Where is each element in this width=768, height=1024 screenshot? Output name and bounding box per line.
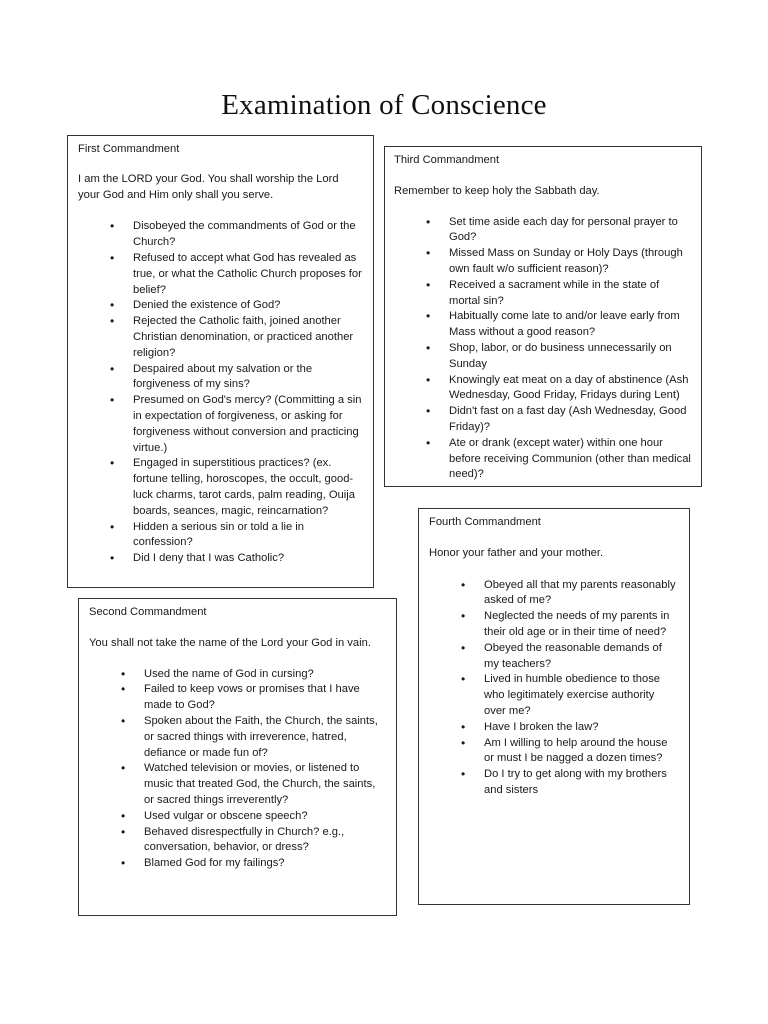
question-item: • Behaved disrespectfully in Church? e.g., conversation, behavior, or dress? — [89, 825, 386, 857]
question-list — [429, 578, 679, 799]
question-list — [78, 219, 363, 567]
question-list — [394, 215, 692, 484]
commandment-text: Remember to keep holy the Sabbath day. — [394, 184, 600, 197]
section-heading: Third Commandment — [394, 154, 500, 166]
question-item: • Obeyed all that my parents reasonably asked of me? — [429, 578, 679, 610]
third-commandment-box — [384, 146, 702, 487]
question-item: • Disobeyed the commandments of God or the Church? — [78, 219, 363, 251]
second-commandment-box — [78, 598, 397, 916]
question-item: • Obeyed the reasonable demands of my teachers? — [429, 641, 679, 673]
question-item: • Did I deny that I was Catholic? — [78, 551, 363, 567]
section-heading: Fourth Commandment — [429, 516, 541, 528]
question-item: • Didn't fast on a fast day (Ash Wednesday, Good Friday)? — [394, 404, 692, 436]
question-item: • Have I broken the law? — [429, 720, 679, 736]
question-item: • Neglected the needs of my parents in their old age or in their time of need? — [429, 609, 679, 641]
question-item: • Am I willing to help around the house or must I be nagged a dozen times? — [429, 736, 679, 768]
question-item: • Hidden a serious sin or told a lie in confession? — [78, 520, 363, 552]
first-commandment-box — [67, 135, 374, 588]
question-list — [89, 667, 386, 872]
question-item: • Watched television or movies, or listened to music that treated God, the Church, the saints, or sacred things irreverently? — [89, 761, 386, 808]
section-heading: Second Commandment — [89, 606, 207, 618]
question-item: • Presumed on God's mercy? (Committing a sin in expectation of forgiveness, or asking for forgiveness without conversion and practicing virtue.) — [78, 393, 363, 456]
question-item: • Spoken about the Faith, the Church, the saints, or sacred things with irreverence, hatred, defiance or made fun of? — [89, 714, 386, 761]
commandment-text: Honor your father and your mother. — [429, 546, 604, 559]
question-item: • Shop, labor, or do business unnecessarily on Sunday — [394, 341, 692, 373]
question-item: • Used vulgar or obscene speech? — [89, 809, 386, 825]
question-item: • Failed to keep vows or promises that I have made to God? — [89, 682, 386, 714]
question-item: • Set time aside each day for personal prayer to God? — [394, 215, 692, 247]
question-item: • Lived in humble obedience to those who legitimately exercise authority over me? — [429, 672, 679, 719]
question-item: • Knowingly eat meat on a day of abstinence (Ash Wednesday, Good Friday, Fridays during Lent) — [394, 373, 692, 405]
question-item: • Ate or drank (except water) within one hour before receiving Communion (other than medical need)? — [394, 436, 692, 483]
question-item: • Do I try to get along with my brothers and sisters — [429, 767, 679, 799]
question-item: • Rejected the Catholic faith, joined another Christian denomination, or practiced another religion? — [78, 314, 363, 361]
question-item: • Refused to accept what God has revealed as true, or what the Catholic Church proposes for belief? — [78, 251, 363, 298]
question-item: • Missed Mass on Sunday or Holy Days (through own fault w/o sufficient reason)? — [394, 246, 692, 278]
question-item: • Blamed God for my failings? — [89, 856, 386, 872]
question-item: • Denied the existence of God? — [78, 298, 363, 314]
commandment-text: You shall not take the name of the Lord your God in vain. — [89, 636, 371, 649]
commandment-text: I am the LORD your God. You shall worship the Lord your God and Him only shall you serve. — [78, 172, 339, 201]
question-item: • Despaired about my salvation or the forgiveness of my sins? — [78, 362, 363, 394]
page-title: Examination of Conscience — [221, 89, 547, 121]
section-heading: First Commandment — [78, 143, 180, 155]
question-item: • Received a sacrament while in the state of mortal sin? — [394, 278, 692, 310]
question-item: • Used the name of God in cursing? — [89, 667, 386, 683]
question-item: • Engaged in superstitious practices? (ex. fortune telling, horoscopes, the occult, good-luck charms, tarot cards, palm reading, Ouija boards, seances, magic, reincarnation? — [78, 456, 363, 519]
question-item: • Habitually come late to and/or leave early from Mass without a good reason? — [394, 309, 692, 341]
fourth-commandment-box — [418, 508, 690, 905]
